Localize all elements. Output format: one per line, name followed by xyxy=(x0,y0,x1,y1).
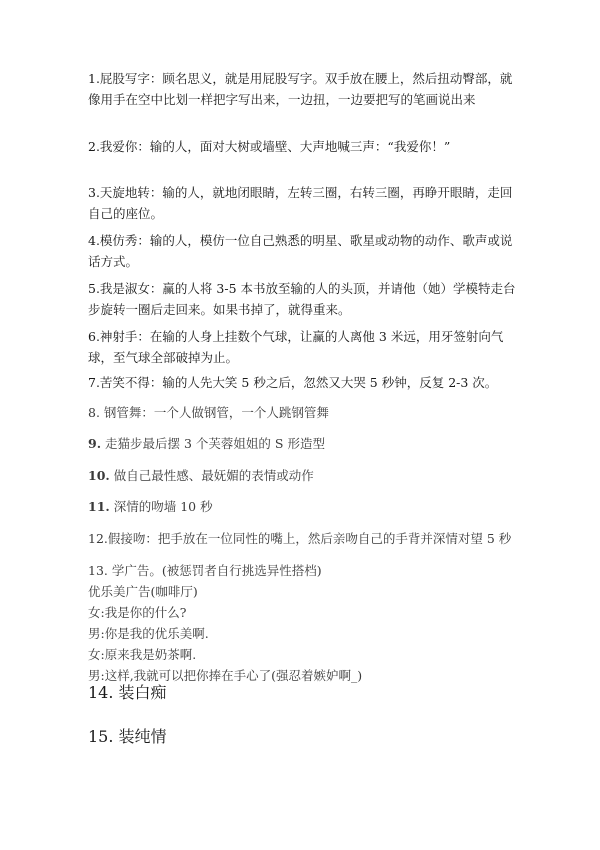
item-10 xyxy=(88,465,518,486)
item-13-line: 男:你是我的优乐美啊. xyxy=(88,626,209,641)
item-2: 2.我爱你：输的人，面对大树或墙壁、大声地喊三声：“我爱你！” xyxy=(88,139,451,154)
item-11 xyxy=(88,496,518,517)
item-text: 深情的吻墙 10 秒 xyxy=(109,499,213,514)
item-5: 5.我是淑女：赢的人将 3-5 本书放至输的人的头顶，并请他（她）学模特走台步旋转一圈后走回来。如果书掉了，就得重来。 xyxy=(88,281,516,317)
item-15-heading: 15. 装纯情 xyxy=(88,727,167,746)
item-8 xyxy=(88,402,518,423)
item-number: 9. xyxy=(88,436,102,451)
item-13-line: 13. 学广告。(被惩罚者自行挑选异性搭档) xyxy=(88,563,322,578)
item-12: 12.假接吻：把手放在一位同性的嘴上，然后亲吻自己的手背并深情对望 5 秒 xyxy=(88,531,512,546)
item-number: 10. xyxy=(88,468,110,483)
item-13 xyxy=(88,560,518,686)
item-text: 钢管舞：一个人做钢管，一个人跳钢管舞 xyxy=(99,405,329,420)
item-text: 走猫步最后摆 3 个芙蓉姐姐的 S 形造型 xyxy=(101,436,325,451)
item-4: 4.模仿秀：输的人，模仿一位自己熟悉的明星、歌星或动物的动作、歌声或说话方式。 xyxy=(88,233,513,269)
item-number: 8. xyxy=(88,405,100,420)
item-7: 7.苦笑不得：输的人先大笑 5 秒之后，忽然又大哭 5 秒钟，反复 2-3 次。 xyxy=(88,375,498,390)
item-text: 做自己最性感、最妩媚的表情或动作 xyxy=(109,468,314,483)
item-6: 6.神射手：在输的人身上挂数个气球，让赢的人离他 3 米远，用牙签射向气球，至气球全部破掉为止。 xyxy=(88,329,504,365)
item-13-line: 男:这样,我就可以把你捧在手心了(强忍着嫉妒啊_) xyxy=(88,668,363,683)
item-13-line: 优乐美广告(咖啡厅) xyxy=(88,584,198,599)
item-1: 1.屁股写字：顾名思义，就是用屁股写字。双手放在腰上，然后扭动臀部，就像用手在空中比划一样把字写出来，一边扭，一边要把写的笔画说出来 xyxy=(88,71,513,107)
item-9 xyxy=(88,433,518,454)
item-3: 3.天旋地转：输的人，就地闭眼睛，左转三圈，右转三圈，再睁开眼睛，走回自己的座位。 xyxy=(88,185,513,221)
item-number: 11. xyxy=(88,499,110,514)
item-13-line: 女:我是你的什么? xyxy=(88,605,187,620)
item-14-heading: 14. 装白痴 xyxy=(88,683,167,702)
item-13-line: 女:原来我是奶茶啊. xyxy=(88,647,197,662)
